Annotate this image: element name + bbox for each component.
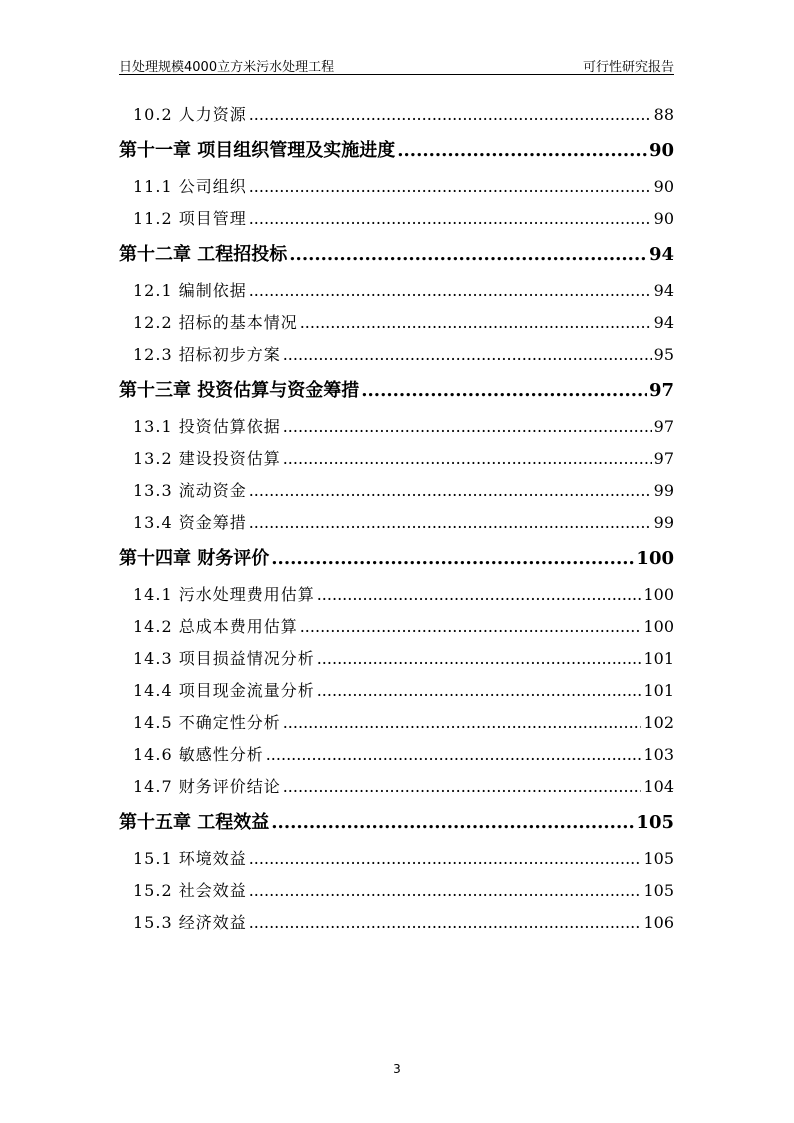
- toc-chapter-entry[interactable]: [119, 375, 674, 407]
- toc-entry-page: 105: [636, 812, 674, 833]
- toc-section-entry[interactable]: [119, 675, 674, 707]
- toc-dot-leader: [266, 739, 642, 771]
- toc-entry-page: 105: [643, 881, 674, 900]
- toc-dot-leader: [249, 99, 652, 131]
- toc-dot-leader: [283, 707, 642, 739]
- toc-dot-leader: [249, 843, 642, 875]
- toc-section-entry[interactable]: [119, 907, 674, 939]
- toc-entry-page: 90: [653, 209, 674, 228]
- toc-entry-label: 15.1 环境效益: [133, 849, 247, 868]
- toc-section-entry[interactable]: [119, 203, 674, 235]
- toc-chapter-entry[interactable]: [119, 543, 674, 575]
- toc-entry-label: 13.3 流动资金: [133, 481, 247, 500]
- toc-entry-label: 15.3 经济效益: [133, 913, 247, 932]
- toc-entry-label: 12.2 招标的基本情况: [133, 313, 298, 332]
- toc-entry-label: 第十三章 投资估算与资金筹措: [119, 380, 360, 401]
- toc-dot-leader: [283, 443, 652, 475]
- toc-entry-label: 10.2 人力资源: [133, 105, 247, 124]
- toc-section-entry[interactable]: [119, 611, 674, 643]
- toc-entry-page: 101: [643, 649, 674, 668]
- toc-section-entry[interactable]: [119, 707, 674, 739]
- table-of-contents: [119, 99, 674, 939]
- toc-entry-page: 100: [643, 617, 674, 636]
- toc-entry-label: 14.2 总成本费用估算: [133, 617, 298, 636]
- toc-entry-label: 13.2 建设投资估算: [133, 449, 281, 468]
- toc-entry-page: 104: [643, 777, 674, 796]
- toc-entry-label: 15.2 社会效益: [133, 881, 247, 900]
- toc-chapter-entry[interactable]: [119, 239, 674, 271]
- toc-entry-label: 13.1 投资估算依据: [133, 417, 281, 436]
- toc-dot-leader: [249, 203, 652, 235]
- toc-section-entry[interactable]: [119, 307, 674, 339]
- toc-dot-leader: [271, 807, 634, 839]
- toc-entry-label: 11.1 公司组织: [133, 177, 247, 196]
- toc-section-entry[interactable]: [119, 875, 674, 907]
- toc-section-entry[interactable]: [119, 339, 674, 371]
- toc-entry-page: 102: [643, 713, 674, 732]
- toc-entry-page: 90: [648, 140, 674, 161]
- toc-entry-label: 14.6 敏感性分析: [133, 745, 264, 764]
- toc-dot-leader: [283, 771, 642, 803]
- toc-dot-leader: [317, 675, 642, 707]
- toc-entry-page: 97: [653, 417, 674, 436]
- toc-section-entry[interactable]: [119, 771, 674, 803]
- toc-section-entry[interactable]: [119, 739, 674, 771]
- toc-entry-page: 94: [653, 281, 674, 300]
- toc-entry-label: 第十二章 工程招投标: [119, 244, 288, 265]
- toc-entry-page: 99: [653, 513, 674, 532]
- toc-chapter-entry[interactable]: [119, 807, 674, 839]
- toc-dot-leader: [271, 543, 634, 575]
- toc-entry-page: 90: [653, 177, 674, 196]
- toc-entry-label: 14.7 财务评价结论: [133, 777, 281, 796]
- toc-section-entry[interactable]: [119, 579, 674, 611]
- toc-dot-leader: [317, 643, 642, 675]
- header-report-type: 可行性研究报告: [582, 60, 674, 75]
- toc-dot-leader: [249, 875, 642, 907]
- toc-dot-leader: [283, 339, 652, 371]
- toc-entry-label: 第十四章 财务评价: [119, 548, 270, 569]
- toc-dot-leader: [249, 171, 652, 203]
- toc-dot-leader: [317, 579, 642, 611]
- toc-entry-page: 101: [643, 681, 674, 700]
- toc-section-entry[interactable]: [119, 443, 674, 475]
- toc-entry-page: 100: [643, 585, 674, 604]
- page-number: 3: [393, 1062, 401, 1076]
- toc-entry-label: 第十五章 工程效益: [119, 812, 270, 833]
- toc-section-entry[interactable]: [119, 843, 674, 875]
- toc-dot-leader: [249, 507, 652, 539]
- toc-entry-page: 97: [653, 449, 674, 468]
- toc-entry-label: 12.3 招标初步方案: [133, 345, 281, 364]
- page-header: [119, 54, 674, 75]
- toc-section-entry[interactable]: [119, 507, 674, 539]
- toc-section-entry[interactable]: [119, 275, 674, 307]
- toc-entry-page: 103: [643, 745, 674, 764]
- toc-entry-label: 14.3 项目损益情况分析: [133, 649, 315, 668]
- toc-dot-leader: [300, 307, 652, 339]
- toc-dot-leader: [249, 275, 652, 307]
- toc-entry-label: 12.1 编制依据: [133, 281, 247, 300]
- toc-dot-leader: [289, 239, 647, 271]
- toc-section-entry[interactable]: [119, 475, 674, 507]
- header-document-title: 日处理规模4000立方米污水处理工程: [119, 60, 335, 75]
- toc-entry-label: 14.4 项目现金流量分析: [133, 681, 315, 700]
- toc-entry-label: 13.4 资金筹措: [133, 513, 247, 532]
- toc-section-entry[interactable]: [119, 99, 674, 131]
- toc-dot-leader: [283, 411, 652, 443]
- toc-entry-page: 106: [643, 913, 674, 932]
- toc-entry-page: 94: [653, 313, 674, 332]
- toc-entry-label: 14.1 污水处理费用估算: [133, 585, 315, 604]
- toc-entry-page: 97: [648, 380, 674, 401]
- toc-dot-leader: [361, 375, 647, 407]
- toc-entry-page: 100: [636, 548, 674, 569]
- toc-dot-leader: [397, 135, 647, 167]
- toc-section-entry[interactable]: [119, 411, 674, 443]
- toc-entry-label: 11.2 项目管理: [133, 209, 247, 228]
- toc-entry-label: 14.5 不确定性分析: [133, 713, 281, 732]
- toc-entry-page: 94: [648, 244, 674, 265]
- toc-section-entry[interactable]: [119, 643, 674, 675]
- toc-dot-leader: [300, 611, 642, 643]
- toc-section-entry[interactable]: [119, 171, 674, 203]
- toc-entry-page: 105: [643, 849, 674, 868]
- toc-entry-label: 第十一章 项目组织管理及实施进度: [119, 140, 396, 161]
- toc-chapter-entry[interactable]: [119, 135, 674, 167]
- toc-entry-page: 88: [653, 105, 674, 124]
- toc-dot-leader: [249, 475, 652, 507]
- toc-entry-page: 95: [653, 345, 674, 364]
- toc-entry-page: 99: [653, 481, 674, 500]
- toc-dot-leader: [249, 907, 642, 939]
